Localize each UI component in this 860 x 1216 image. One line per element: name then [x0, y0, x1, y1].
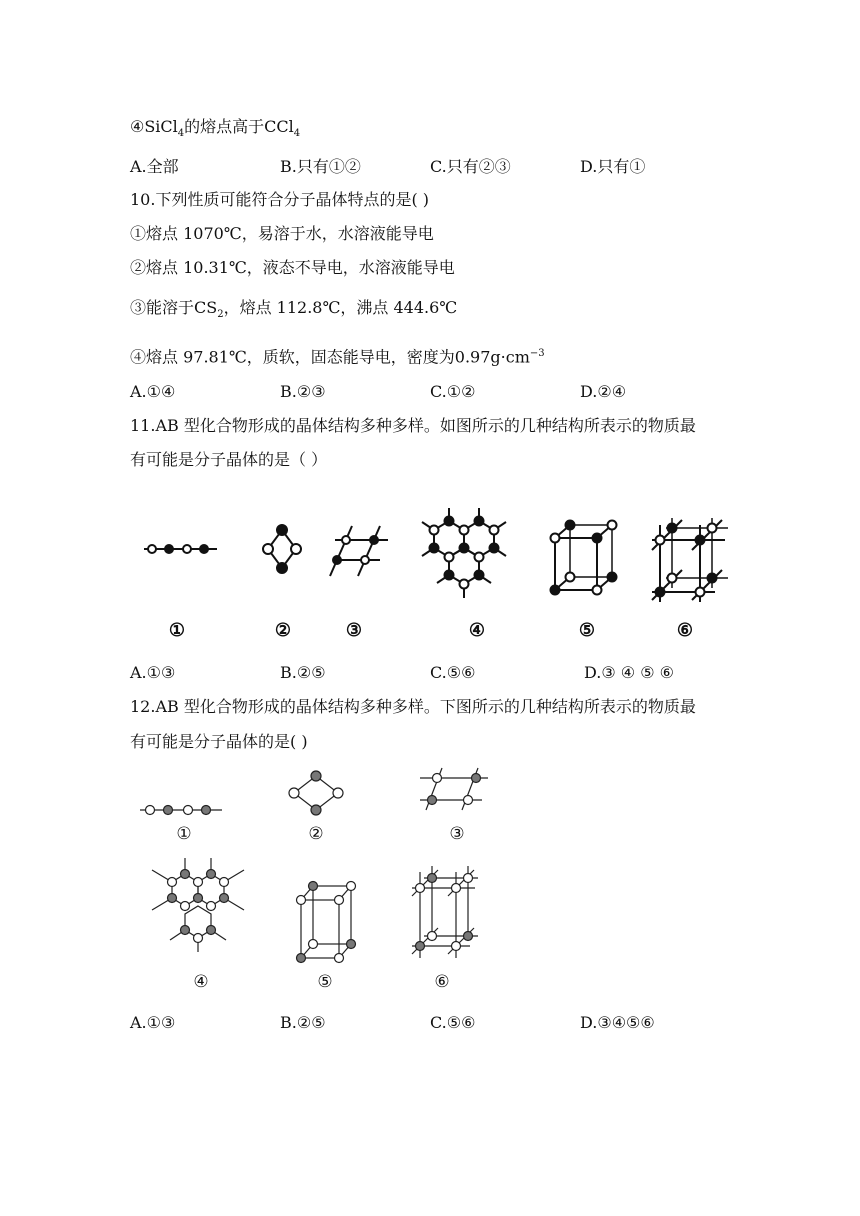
q10-option-b: B.②③ [280, 382, 326, 401]
q11-option-a: A.①③ [130, 663, 176, 682]
q12-stem-line-2: 有可能是分子晶体的是( ) [130, 732, 308, 751]
q11-structure-3 [330, 526, 388, 576]
q12-stem-line-1: 12.AB 型化合物形成的晶体结构多种多样。下图所示的几种结构所表示的物质最 [130, 697, 696, 716]
q11-label-2: ② [274, 620, 292, 641]
q12-structure-5 [297, 882, 356, 963]
q12-option-b: B.②⑤ [280, 1013, 326, 1032]
q11-option-c: C.⑤⑥ [430, 663, 476, 682]
q11-label-5: ⑤ [578, 620, 596, 641]
q11-label-1: ① [168, 620, 186, 641]
q11-stem-line-1: 11.AB 型化合物形成的晶体结构多种多样。如图所示的几种结构所表示的物质最 [130, 416, 696, 435]
q10-item-4: ④熔点 97.81℃，质软，固态能导电，密度为$0.97g\cdot cm^{-3}$ [130, 347, 545, 367]
q9-option-c: C.只有②③ [430, 157, 511, 176]
q9-option-a: A.全部 [130, 157, 179, 176]
q11-option-d: D.③ ④ ⑤ ⑥ [584, 663, 674, 682]
q12-option-d: D.③④⑤⑥ [580, 1013, 655, 1032]
q11-structure-5 [551, 521, 617, 595]
q12-structure-6 [412, 866, 478, 958]
q11-structure-4 [422, 508, 506, 598]
q10-option-c: C.①② [430, 382, 476, 401]
q12-label-6: ⑥ [434, 972, 450, 992]
q12-label-5: ⑤ [317, 972, 333, 992]
q10-item-1: ①熔点 1070℃，易溶于水，水溶液能导电 [130, 224, 434, 243]
q11-structure-2 [263, 525, 301, 573]
q12-option-c: C.⑤⑥ [430, 1013, 476, 1032]
q10-stem: 10.下列性质可能符合分子晶体特点的是( ) [130, 190, 430, 209]
q12-label-2: ② [308, 824, 324, 844]
q12-structure-3 [420, 768, 488, 810]
q10-item-3: ③能溶于$CS_2$，熔点 112.8℃，沸点 444.6℃ [130, 298, 458, 321]
q12-label-3: ③ [449, 824, 465, 844]
q9-option-b: B.只有①② [280, 157, 361, 176]
q11-structure-6 [652, 518, 728, 602]
q12-option-a: A.①③ [130, 1013, 176, 1032]
q11-label-4: ④ [468, 620, 486, 641]
q10-option-a: A.①④ [130, 382, 176, 401]
q9-option-d: D.只有① [580, 157, 646, 176]
q10-option-d: D.②④ [580, 382, 627, 401]
q12-structure-1 [140, 806, 222, 815]
q11-structure-1 [144, 545, 217, 553]
q10-item-2: ②熔点 10.31℃，液态不导电，水溶液能导电 [130, 258, 455, 277]
q12-label-1: ① [176, 824, 192, 844]
q12-structure-2 [289, 771, 343, 815]
q9-item-4: ④SiCl$_4$的熔点高于CCl$_4$ [130, 117, 301, 140]
q12-label-4: ④ [193, 972, 209, 992]
q11-stem-line-2: 有可能是分子晶体的是（ ） [130, 450, 328, 469]
q11-label-6: ⑥ [676, 620, 694, 641]
q11-structures-figure [130, 480, 750, 615]
q12-structure-4 [152, 858, 244, 952]
q11-label-3: ③ [345, 620, 363, 641]
q12-structures-figure [130, 760, 510, 970]
q11-option-b: B.②⑤ [280, 663, 326, 682]
